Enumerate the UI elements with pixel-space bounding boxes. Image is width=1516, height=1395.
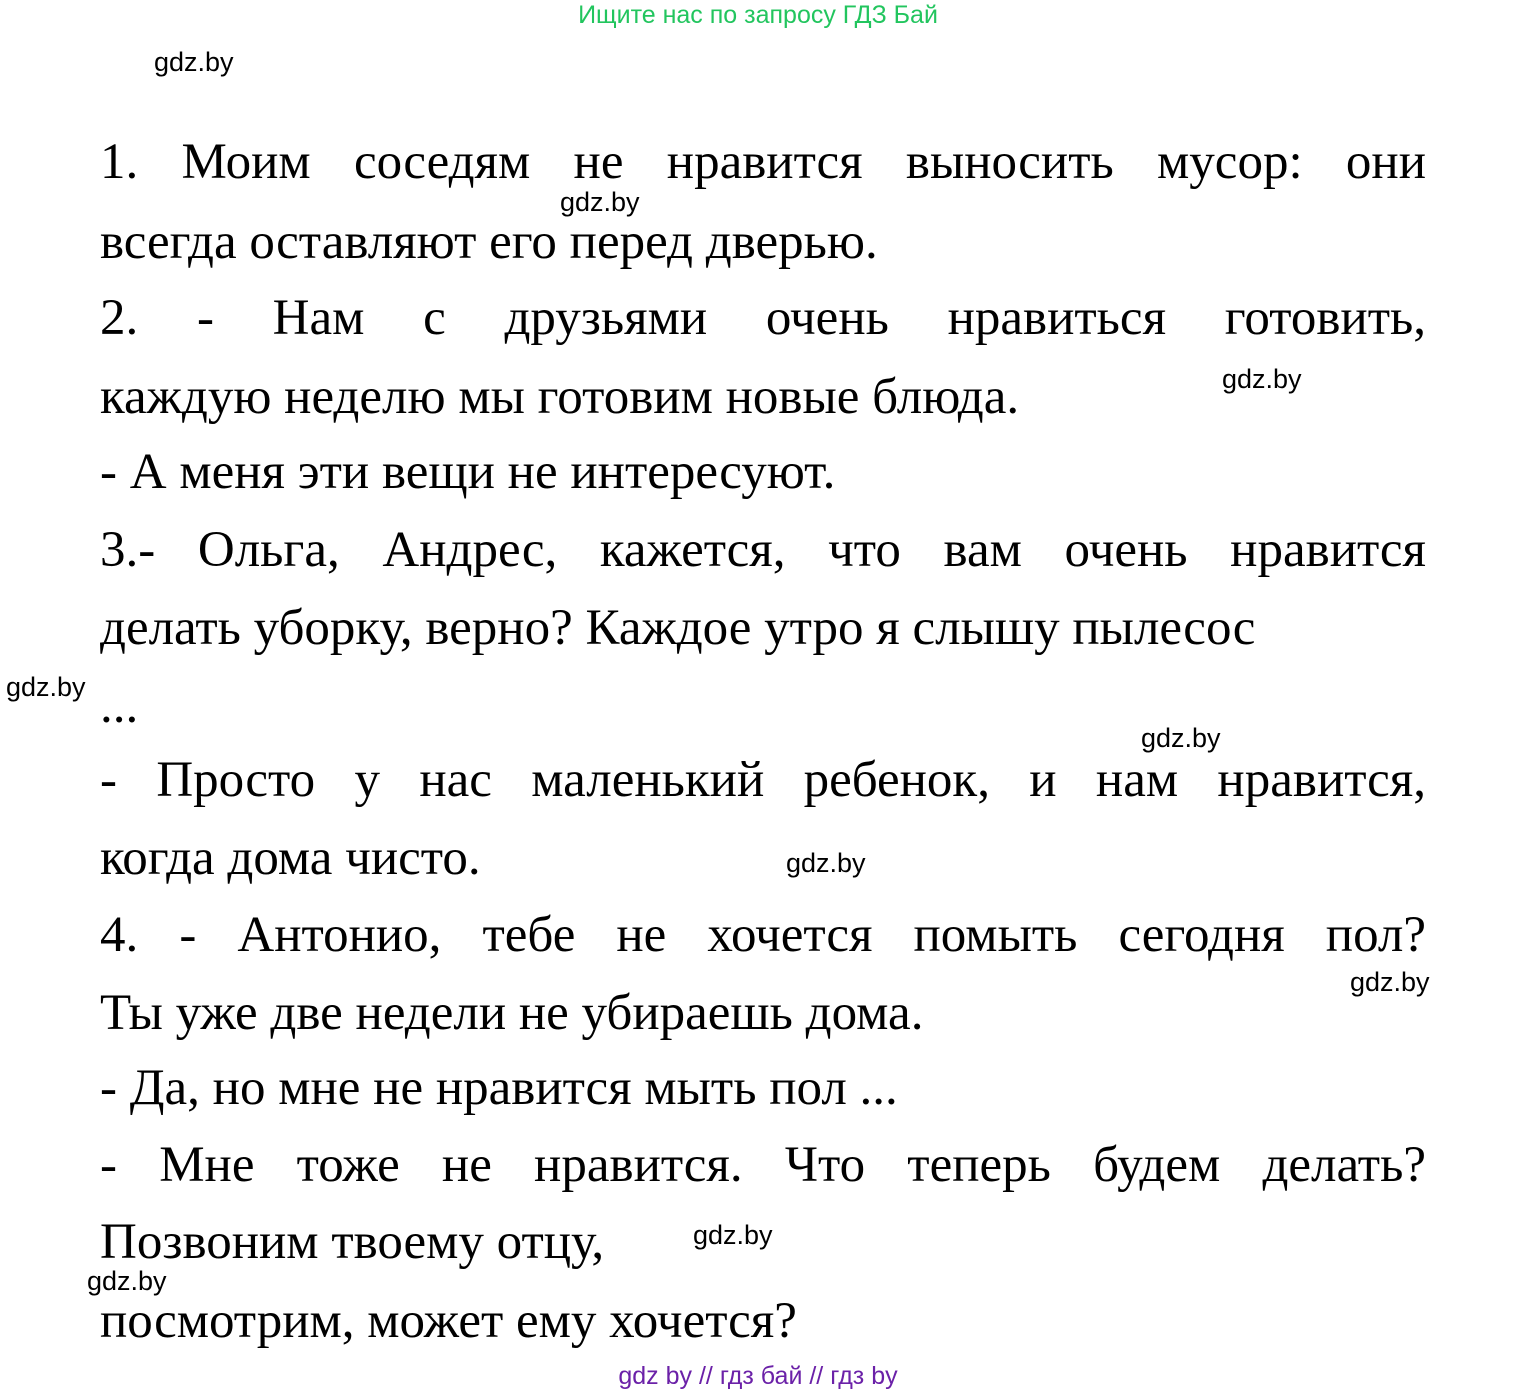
watermark: gdz.by [786, 848, 866, 878]
text-line: 4. - Антонио, тебе не хочется помыть сегодня пол? [100, 907, 1426, 963]
text-line: - Просто у нас маленький ребенок, и нам нравится, [100, 752, 1426, 808]
text-line: 3.- Ольга, Андрес, кажется, что вам очень нравится [100, 522, 1426, 578]
watermark: gdz.by [1141, 723, 1221, 753]
text-line: Позвоним твоему отцу, [100, 1214, 605, 1270]
footer-links: gdz by // гдз бай // гдз by [618, 1362, 898, 1390]
watermark: gdz.by [6, 672, 86, 702]
watermark: gdz.by [693, 1220, 773, 1250]
top-banner: Ищите нас по запросу ГДЗ Бай [578, 1, 938, 29]
text-line: посмотрим, может ему хочется? [100, 1293, 797, 1349]
text-line: 2. - Нам с друзьями очень нравиться готовить, [100, 290, 1426, 346]
text-line: - А меня эти вещи не интересуют. [100, 444, 836, 500]
text-line: делать уборку, верно? Каждое утро я слышу пылесос [100, 600, 1256, 656]
watermark: gdz.by [87, 1266, 167, 1296]
watermark: gdz.by [154, 47, 234, 77]
text-line: всегда оставляют его перед дверью. [100, 214, 878, 270]
text-line: когда дома чисто. [100, 830, 481, 886]
text-line: 1. Моим соседям не нравится выносить мусор: они [100, 134, 1426, 190]
watermark: gdz.by [1222, 364, 1302, 394]
text-line: ... [100, 678, 139, 734]
text-line: - Мне тоже не нравится. Что теперь будем делать? [100, 1137, 1426, 1193]
text-line: - Да, но мне не нравится мыть пол ... [100, 1060, 898, 1116]
watermark: gdz.by [560, 187, 640, 217]
watermark: gdz.by [1350, 967, 1430, 997]
text-line: каждую неделю мы готовим новые блюда. [100, 369, 1020, 425]
text-line: Ты уже две недели не убираешь дома. [100, 985, 924, 1041]
